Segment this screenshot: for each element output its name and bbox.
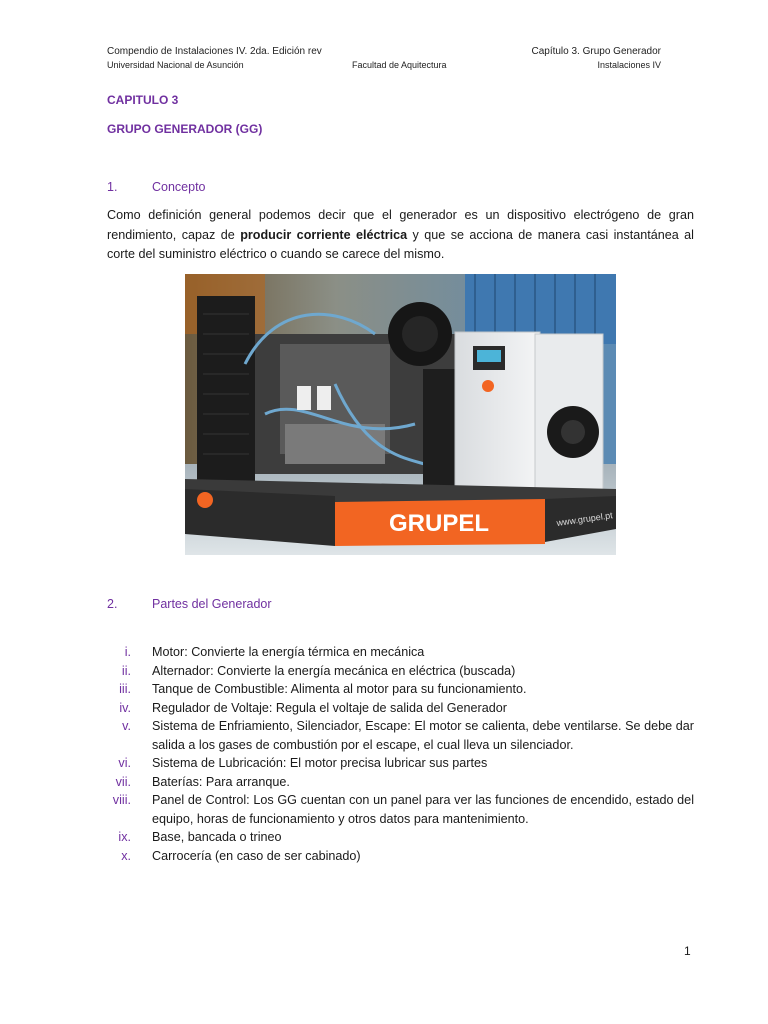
list-item	[0, 847, 768, 866]
section-2-number: 2.	[107, 597, 118, 611]
list-item-numeral: vii.	[115, 774, 131, 789]
chapter-header: Capítulo 3. Grupo Generador	[531, 46, 661, 57]
section-2-title: Partes del Generador	[152, 597, 272, 611]
list-item	[0, 643, 768, 662]
concept-text: Como definición general podemos decir que el generador es un dispositivo electrógeno de gran rendimiento, capaz de	[107, 208, 694, 242]
chapter-label: CAPITULO 3	[107, 93, 179, 107]
list-item-numeral: ix.	[118, 830, 131, 844]
list-item-numeral: iv.	[119, 700, 131, 715]
list-item-text: Carrocería (en caso de ser cabinado)	[152, 848, 361, 863]
list-item-numeral: v.	[122, 719, 131, 733]
course-name: Instalaciones IV	[597, 60, 661, 70]
section-1-number: 1.	[107, 180, 118, 194]
generator-url: www.grupel.pt	[555, 510, 614, 528]
document-title: Compendio de Instalaciones IV. 2da. Edición rev	[107, 46, 322, 57]
list-item	[0, 754, 768, 773]
list-item	[0, 717, 768, 754]
concept-text-bold: producir corriente eléctrica	[240, 227, 408, 242]
university-name: Universidad Nacional de Asunción	[107, 60, 244, 70]
list-item-numeral: iii.	[119, 682, 131, 696]
parts-list	[0, 643, 768, 865]
chapter-title: GRUPO GENERADOR (GG)	[107, 122, 263, 136]
list-item-text: Panel de Control: Los GG cuentan con un panel para ver las funciones de encendido, estado del equipo, horas de funcionamiento y otros datos para mantenimiento.	[152, 793, 694, 826]
concept-paragraph	[107, 206, 694, 265]
list-item	[0, 773, 768, 792]
list-item	[0, 680, 768, 699]
list-item	[0, 791, 768, 828]
list-item-text: Baterías: Para arranque.	[152, 774, 290, 789]
page-number: 1	[684, 944, 691, 958]
list-item-text: Sistema de Lubricación: El motor precisa lubricar sus partes	[152, 756, 488, 770]
list-item-text: Motor: Convierte la energía térmica en mecánica	[152, 645, 425, 659]
list-item-text: Tanque de Combustible: Alimenta al motor para su funcionamiento.	[152, 682, 527, 696]
list-item	[0, 828, 768, 847]
list-item-text: Base, bancada o trineo	[152, 830, 282, 844]
list-item-numeral: viii.	[112, 793, 131, 807]
section-1-title: Concepto	[152, 180, 206, 194]
list-item-numeral: vi.	[118, 756, 131, 770]
concept-text-end: y que se acciona de manera casi instantánea al corte del suministro eléctrico o cuando se carece del mismo.	[107, 227, 694, 261]
list-item-numeral: x.	[121, 848, 131, 863]
list-item	[0, 699, 768, 718]
list-item-text: Sistema de Enfriamiento, Silenciador, Escape: El motor se calienta, debe ventilarse. Se debe dar salida a los gases de combustión por el escape, el cual lleva un silenciador.	[152, 719, 694, 752]
list-item-text: Alternador: Convierte la energía mecánica en eléctrica (buscada)	[152, 663, 516, 678]
generator-brand: GRUPEL	[389, 510, 490, 537]
generator-photo	[185, 274, 616, 555]
list-item-text: Regulador de Voltaje: Regula el voltaje de salida del Generador	[152, 700, 507, 715]
list-item-numeral: i.	[124, 645, 131, 659]
list-item	[0, 662, 768, 681]
list-item-numeral: ii.	[121, 663, 131, 678]
faculty-name: Facultad de Aquitectura	[352, 60, 447, 70]
